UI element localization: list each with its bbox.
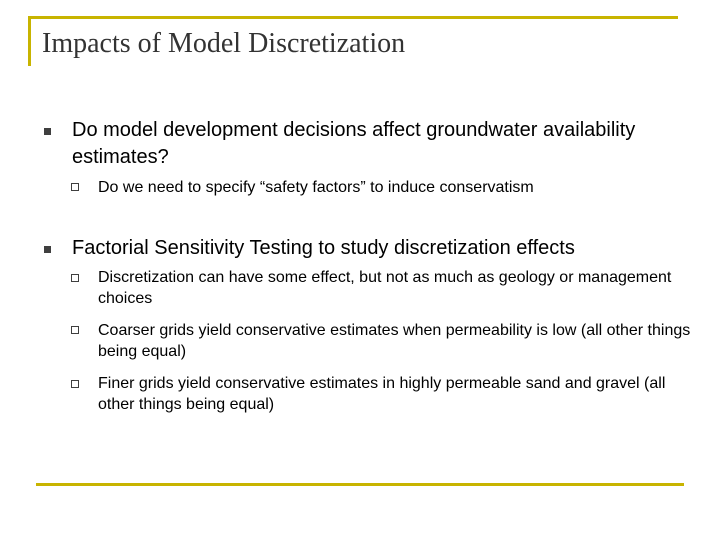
- title-top-rule: [28, 16, 678, 19]
- sub-bullet-2-2-text: Coarser grids yield conservative estimates when permeability is low (all other things being equal): [98, 322, 691, 360]
- bullet-2-text: Factorial Sensitivity Testing to study discretization effects: [72, 237, 575, 259]
- slide-title: Impacts of Model Discretization: [42, 28, 406, 59]
- footer-rule: [36, 483, 684, 486]
- sub-bullet-2-3-text: Finer grids yield conservative estimates in highly permeable sand and gravel (all other things being equal): [98, 375, 666, 413]
- bullet-1-text: Do model development decisions affect groundwater availability estimates?: [72, 119, 636, 168]
- filled-square-bullet-icon: [44, 128, 51, 135]
- sub-bullet-1-1-text: Do we need to specify “safety factors” to induce conservatism: [98, 179, 534, 196]
- hollow-square-bullet-icon: [71, 380, 79, 388]
- hollow-square-bullet-icon: [71, 183, 79, 191]
- hollow-square-bullet-icon: [71, 326, 79, 334]
- hollow-square-bullet-icon: [71, 274, 79, 282]
- filled-square-bullet-icon: [44, 246, 51, 253]
- title-left-rule: [28, 16, 31, 66]
- sub-bullet-2-1-text: Discretization can have some effect, but not as much as geology or management choices: [98, 269, 672, 307]
